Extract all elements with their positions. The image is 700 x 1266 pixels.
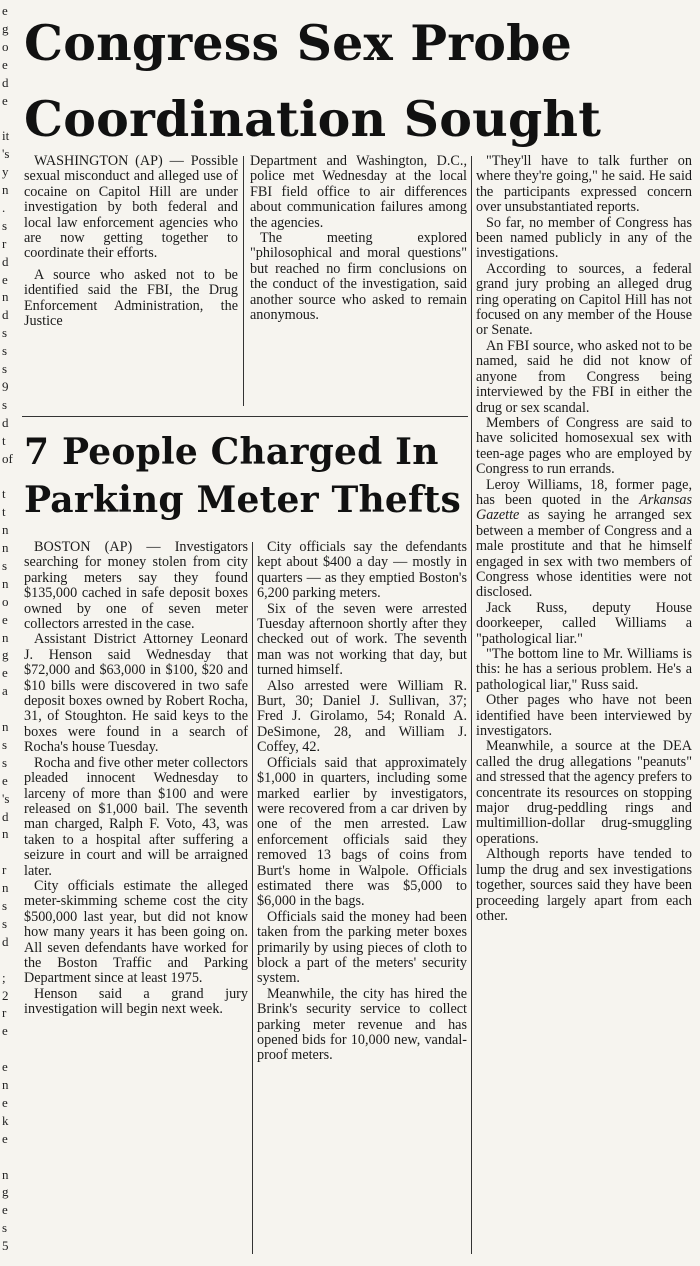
paragraph: WASHINGTON (AP) — Possible sexual misconduct and alleged use of cocaine on Capitol Hill are under investigation by both federal and local law enforcement agencies who are now getting together to coordinate their efforts. <box>24 154 238 262</box>
gutter-fragment: s <box>2 736 8 752</box>
gutter-fragment: n <box>2 826 9 842</box>
gutter-fragment: n <box>2 289 9 305</box>
gutter-fragment: 2 <box>2 987 9 1003</box>
paragraph: Other pages who have not been identified have been interviewed by investigators. <box>476 692 692 740</box>
gutter-fragment: it <box>2 128 10 144</box>
gutter-fragment: a <box>2 683 8 699</box>
newspaper-name: Arkansas Gazette <box>476 491 692 524</box>
column-rule <box>243 156 244 406</box>
gutter-fragment: d <box>2 307 9 323</box>
gutter-fragment: n <box>2 1166 9 1182</box>
story1-headline-line2: Coordination Sought <box>24 90 602 148</box>
gutter-fragment: s <box>2 898 8 913</box>
gutter-fragment: s <box>2 343 8 359</box>
gutter-fragment: e <box>2 772 8 788</box>
gutter-fragment: n <box>2 540 9 555</box>
gutter-fragment: e <box>2 1202 8 1218</box>
paragraph: Officials said that approximately $1,000 in quarters, including some marked earlier by investigators, were recovered from a car driven by one of the men arrested. Law enforcement officials said they removed 13 bags of coins from Burt's home in Walpole. Officials estimated there was $5,000 to $6,000 in the bags. <box>257 754 467 910</box>
paragraph: Officials said the money had been taken from the parking meter boxes primarily by using pieces of cloth to block a part of the meters' security system. <box>257 908 467 987</box>
paragraph-text: Leroy Williams, 18, former page, has been quoted in the Arkansas Gazette as saying he arranged sex between a member of Congress and a male prostitute and that he himself engaged in sex with two members of Congress whose identities were not disclosed. <box>476 476 692 601</box>
gutter-fragment: d <box>2 808 9 824</box>
paragraph: A source who asked not to be identified said the FBI, the Drug Enforcement Administration, the Justice <box>24 266 238 330</box>
gutter-fragment: n <box>2 575 9 591</box>
paragraph: Also arrested were William R. Burt, 30; Daniel J. Sullivan, 37; Fred J. Girolamo, 54; Ronald A. DeSimone, 28, and William J. Coffey, 42. <box>257 677 467 756</box>
gutter-fragment: s <box>2 557 8 573</box>
paragraph: So far, no member of Congress has been named publicly in any of the investigations. <box>476 214 692 262</box>
gutter-fragment: n <box>2 522 9 538</box>
gutter-fragment: e <box>2 92 8 108</box>
story2-headline-line2: Parking Meter Thefts <box>24 479 461 521</box>
gutter-fragment: of <box>2 450 13 466</box>
gutter-fragment: g <box>2 1184 9 1200</box>
paragraph: An FBI source, who asked not to be named, said he did not know of anyone from Congress being interviewed by the FBI in either the drug or sex scandal. <box>476 337 692 416</box>
gutter-fragment: r <box>2 862 7 878</box>
gutter-fragment: o <box>2 593 9 609</box>
gutter-fragment: e <box>2 56 8 72</box>
gutter-fragment: e <box>2 1059 8 1075</box>
paragraph: Department and Washington, D.C., police met Wednesday at the local FBI field office to air differences about communication failures among the agencies. <box>250 154 467 231</box>
paragraph: Henson said a grand jury investigation will begin next week. <box>24 985 248 1018</box>
paragraph: "They'll have to talk further on where they're going," he said. He said the participants expressed concern over unsubstantiated reports. <box>476 154 692 216</box>
gutter-fragment: n <box>2 880 9 896</box>
story1-column-3 <box>476 154 692 1258</box>
paragraph: Assistant District Attorney Leonard J. Henson said Wednesday that $72,000 and $63,000 in $100, $20 and $10 bills were discovered in two safe deposit boxes owned by Robert Rocha, 31, of Stoughton. He said keys to the boxes were found in a search of Rocha's house Tuesday. <box>24 631 248 756</box>
gutter-fragment: 's <box>2 790 10 806</box>
gutter-fragment: s <box>2 1220 8 1236</box>
gutter-fragment: n <box>2 719 9 734</box>
gutter-fragment: g <box>2 20 9 36</box>
story2-headline-line1: 7 People Charged In <box>24 431 439 473</box>
gutter-fragment: s <box>2 915 8 931</box>
gutter-fragment: d <box>2 74 9 90</box>
gutter-fragment: d <box>2 414 9 430</box>
paragraph: Rocha and five other meter collectors pleaded innocent Wednesday to larceny of more than $100 and were released on $1,000 bail. The seventh man charged, Ralph F. Voto, 43, was taken to a hospital after suffering a seizure in court and will be arraigned later. <box>24 754 248 879</box>
gutter-fragment: ; <box>2 969 6 985</box>
gutter-fragment: k <box>2 1112 9 1128</box>
paragraph: Jack Russ, deputy House doorkeeper, called Williams a "pathological liar." <box>476 599 692 647</box>
paragraph: Meanwhile, a source at the DEA called the drug allegations "peanuts" and stressed that the agency prefers to concentrate its resources on stopping major drug-peddling rings and multimillion-dollar drug-smuggling operations. <box>476 738 692 847</box>
adjacent-column-fragments <box>0 0 14 1266</box>
gutter-fragment: n <box>2 182 9 197</box>
paragraph: Six of the seven were arrested Tuesday afternoon shortly after they checked out of work. The seventh man was not working that day, but turned himself. <box>257 600 467 679</box>
gutter-fragment: e <box>2 3 8 18</box>
gutter-fragment: s <box>2 361 8 376</box>
gutter-fragment: g <box>2 647 9 663</box>
gutter-fragment: d <box>2 933 9 949</box>
paragraph: BOSTON (AP) — Investigators searching for money stolen from city parking meters say they found $135,000 cached in safe deposit boxes owned by one of seven meter collectors arrested in the case. <box>24 540 248 633</box>
section-divider <box>22 416 468 417</box>
paragraph: Although reports have tended to lump the drug and sex investigations together, sources said they have been proceeding largely apart from each other. <box>476 846 692 924</box>
gutter-fragment: e <box>2 665 8 681</box>
paragraph: The meeting explored "philosophical and moral questions" but reached no firm conclusions on the conduct of the investigation, said another source who asked to remain anonymous. <box>250 230 467 324</box>
paragraph: According to sources, a federal grand jury probing an alleged drug ring operating on Capitol Hill has not focused on any member of the House or Senate. <box>476 260 692 339</box>
paragraph: City officials say the defendants kept about $400 a day — mostly in quarters — as they emptied Boston's 6,200 parking meters. <box>257 540 467 602</box>
story1-column-1 <box>24 154 238 412</box>
gutter-fragment: t <box>2 432 6 448</box>
gutter-fragment: n <box>2 629 9 645</box>
gutter-fragment: y <box>2 164 9 180</box>
paragraph: "The bottom line to Mr. Williams is this: he has a serious problem. He's a pathological liar," Russ said. <box>476 646 692 693</box>
gutter-fragment: t <box>2 504 6 520</box>
paragraph: City officials estimate the alleged meter-skimming scheme cost the city $500,000 last year, but did not know how many years it has been going on. All seven defendants have worked for the Boston Traffic and Parking Department since at least 1975. <box>24 877 248 987</box>
gutter-fragment: s <box>2 217 8 233</box>
gutter-fragment: s <box>2 325 8 341</box>
paragraph: Members of Congress are said to have solicited homosexual sex with teen-age pages who are employed by Congress to run errands. <box>476 414 692 478</box>
story1-headline-line1: Congress Sex Probe <box>24 14 573 72</box>
gutter-fragment: 5 <box>2 1238 9 1254</box>
gutter-fragment: r <box>2 235 7 251</box>
gutter-fragment: s <box>2 396 8 412</box>
gutter-fragment: e <box>2 611 8 627</box>
gutter-fragment: 's <box>2 146 10 162</box>
gutter-fragment: e <box>2 1023 8 1039</box>
paragraph-arkansas-gazette <box>476 478 692 601</box>
gutter-fragment: e <box>2 1130 8 1146</box>
gutter-fragment: t <box>2 486 6 502</box>
gutter-fragment: n <box>2 1077 9 1092</box>
paragraph: Meanwhile, the city has hired the Brink's security service to collect parking meter revenue and has opened bids for 10,000 new, vandal-proof meters. <box>257 985 467 1064</box>
gutter-fragment: 9 <box>2 378 9 394</box>
gutter-fragment: d <box>2 253 9 269</box>
gutter-fragment: e <box>2 271 8 287</box>
gutter-fragment: r <box>2 1005 7 1021</box>
story1-column-2 <box>250 154 467 412</box>
story2-column-1 <box>24 540 248 1256</box>
gutter-fragment: e <box>2 1094 8 1110</box>
story2-column-2 <box>257 540 467 1256</box>
column-rule <box>471 156 472 1254</box>
gutter-fragment: o <box>2 38 9 54</box>
column-rule <box>252 542 253 1254</box>
gutter-fragment: . <box>2 199 6 215</box>
gutter-fragment: s <box>2 754 8 770</box>
